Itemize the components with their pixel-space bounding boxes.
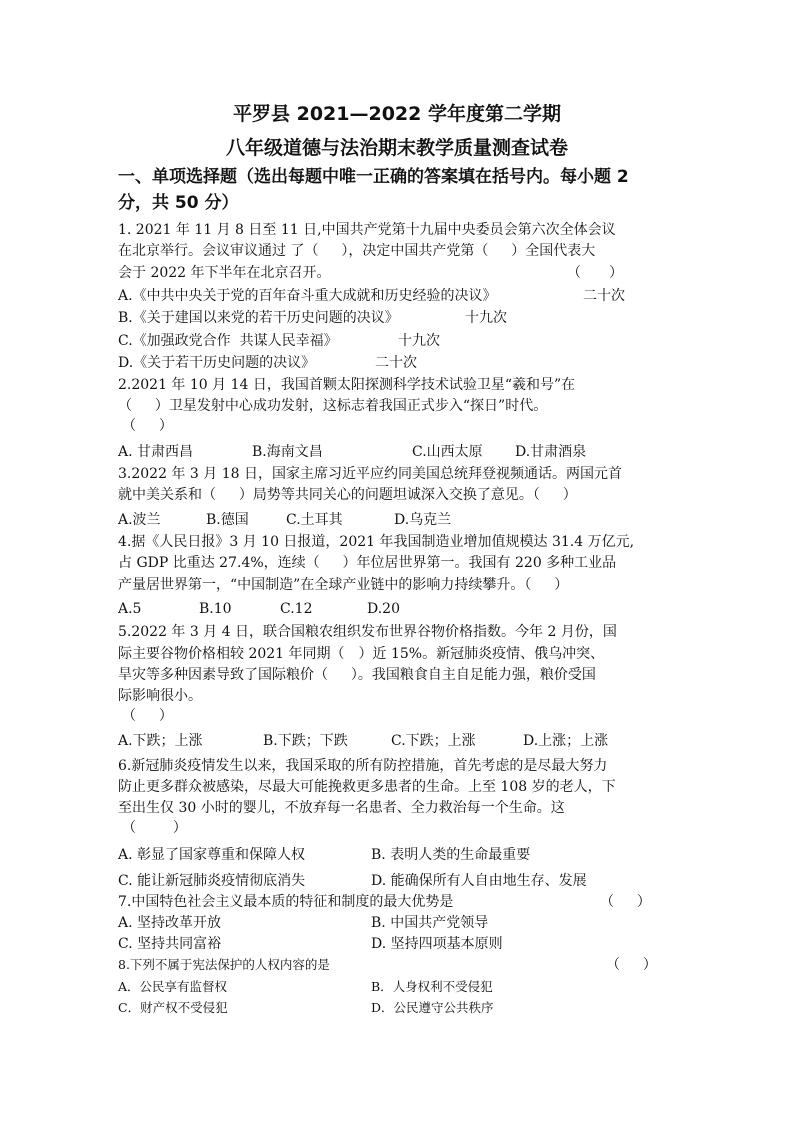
q1-stem-line2: 在北京举行。会议审议通过 了（ ），决定中国共产党第（ ）全国代表大 [118,243,596,259]
q2-option-a: A. 甘肃西昌 [118,444,194,460]
q1-stem-line3: 会于 2022 年下半年在北京召开。 [118,265,331,281]
q1-option-b-tail: 十九次 [465,310,507,326]
q1-stem-line1: 1. 2021 年 11 月 8 日至 11 日,中国共产党第十九届中央委员会第六次全体会议 [118,222,616,238]
q2-option-c: C.山西太原 [412,444,483,460]
exam-title-line2: 八年级道德与法治期末教学质量测查试卷 [225,137,568,159]
q2-option-d: D.甘肃酒泉 [515,444,587,460]
q7-option-b: B. 中国共产党领导 [371,915,489,931]
q3-stem-line2: 就中美关系和（ ）局势等共同关心的问题坦诚深入交换了意见。（ ） [118,487,577,503]
q2-stem-line2: （ ）卫星发射中心成功发射，这标志着我国正式步入“探日”时代。 [118,398,548,414]
q6-option-a: A. 彰显了国家尊重和保障人权 [118,847,306,863]
q4-option-a: A.5 [118,601,142,617]
q5-stem-line3: 旱灾等多种因素导致了国际粮价（ ）。我国粮食自主自足能力强，粮价受国 [118,667,596,683]
q7-option-a: A. 坚持改革开放 [118,915,222,931]
q8-answer-bracket: （ ） [606,957,657,973]
q6-stem-line2: 防止更多群众被感染，尽最大可能挽救更多患者的生命。上至 108 岁的老人，下 [118,779,616,795]
q4-stem-line1: 4.据《人民日报》3 月 10 日报道，2021 年我国制造业增加值规模达 31.4 万亿元, [118,534,635,550]
q4-stem-line3: 产量居世界第一，“中国制造”在全球产业链中的影响力持续攀升。（ ） [118,577,569,593]
q2-stem-line1: 2.2021 年 10 月 14 日，我国首颗太阳探测科学技术试验卫星“羲和号”在 [118,377,576,393]
q7-option-d: D. 坚持四项基本原则 [371,936,503,952]
q7-option-c: C. 坚持共同富裕 [118,936,222,952]
q5-option-a: A.下跌；上涨 [118,733,203,749]
q6-answer-bracket: （ ） [122,820,187,836]
q1-option-d: D.《关于若干历史问题的决议》 [118,355,316,371]
q5-stem-line1: 5.2022 年 3 月 4 日，联合国粮农组织发布世界谷物价格指数。今年 2 月份，国 [118,624,617,640]
q8-option-b: B．人身权利不受侵犯 [371,979,493,994]
q8-option-d: D．公民遵守公共秩序 [371,1000,494,1015]
q6-stem-line3: 至出生仅 30 小时的婴儿，不放弃每一名患者、全力救治每一个生命。这 [118,800,565,816]
q7-answer-bracket: （ ） [600,894,651,910]
q5-option-c: C.下跌；上涨 [391,733,476,749]
q1-option-c: C.《加强政党合作 共谋人民幸福》 [118,333,338,349]
q4-option-b: B.10 [199,601,232,617]
q1-answer-bracket: （ ） [567,265,623,281]
q6-option-d: D. 能确保所有人自由地生存、发展 [371,873,587,889]
q3-option-c: C.土耳其 [286,512,343,528]
q6-stem-line1: 6.新冠肺炎疫情发生以来，我国采取的所有防控措施，首先考虑的是尽最大努力 [118,758,608,774]
q2-answer-bracket: （ ） [122,418,173,434]
q1-option-c-tail: 十九次 [398,333,440,349]
section-heading-line2: 分，共 50 分） [118,193,239,213]
q2-option-b: B.海南文昌 [252,444,323,460]
q8-stem: 8.下列不属于宪法保护的人权内容的是 [118,957,330,972]
q3-stem-line1: 3.2022 年 3 月 18 日，国家主席习近平应约同美国总统拜登视频通话。两国元首 [118,466,622,482]
q5-stem-line2: 际主要谷物价格相较 2021 年同期（ ）近 15%。新冠肺炎疫情、俄乌冲突、 [118,646,605,662]
q3-option-a: A.波兰 [118,512,161,528]
section-heading-line1: 一、单项选择题（选出每题中唯一正确的答案填在括号内。每小题 2 [118,167,629,187]
q7-stem: 7.中国特色社会主义最本质的特征和制度的最大优势是 [118,894,454,910]
q1-option-a-tail: 二十次 [583,288,625,304]
q8-option-c: C．财产权不受侵犯 [118,1000,228,1015]
q4-stem-line2: 占 GDP 比重达 27.4%，连续（ ）年位居世界第一。我国有 220 多种工业品 [118,555,617,571]
q5-answer-bracket: （ ） [122,708,173,724]
q3-option-d: D.乌克兰 [394,512,452,528]
q1-option-d-tail: 二十次 [375,355,417,371]
q5-option-d: D.上涨；上涨 [523,733,609,749]
q5-option-b: B.下跌；下跌 [263,733,348,749]
exam-title-line1: 平罗县 2021—2022 学年度第二学期 [233,103,561,125]
q4-option-d: D.20 [367,601,400,617]
q3-option-b: B.德国 [206,512,249,528]
q4-option-c: C.12 [280,601,313,617]
q6-option-b: B. 表明人类的生命最重要 [371,847,531,863]
q1-option-b: B.《关于建国以来党的若干历史问题的决议》 [118,310,399,326]
q5-stem-line4: 际影响很小。 [118,688,202,704]
q6-option-c: C. 能让新冠肺炎疫情彻底消失 [118,873,306,889]
q8-option-a: A．公民享有监督权 [118,979,228,994]
q1-option-a: A.《中共中央关于党的百年奋斗重大成就和历史经验的决议》 [118,288,497,304]
